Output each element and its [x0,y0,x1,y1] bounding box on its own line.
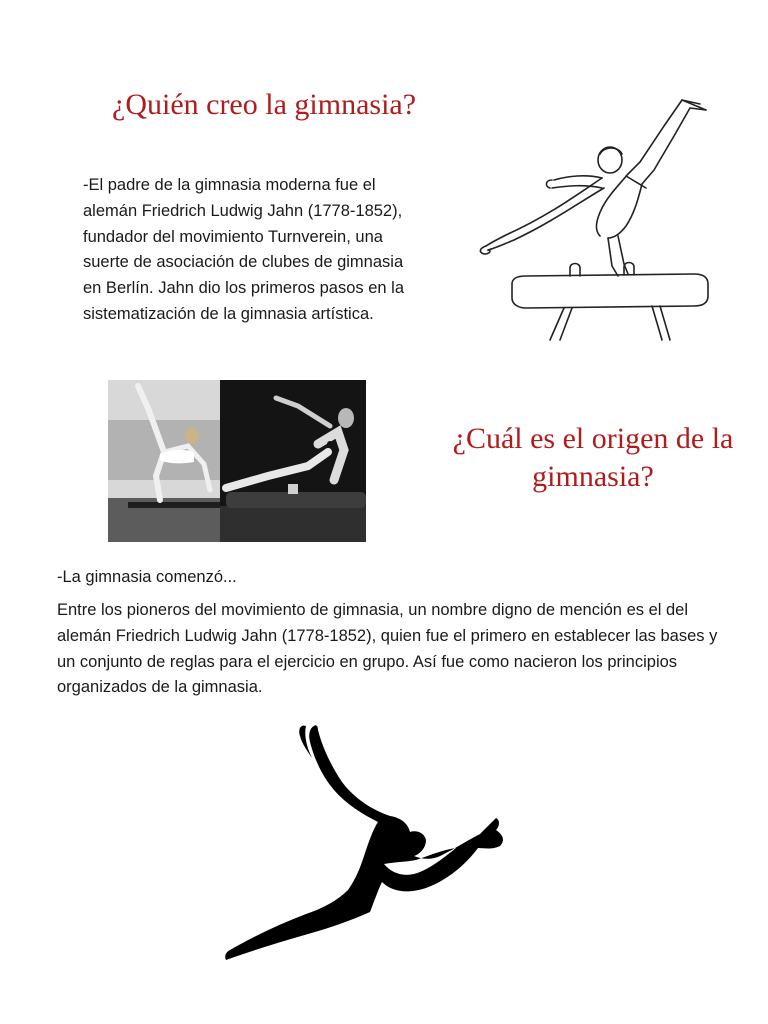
paragraph-jahn-founder: -El padre de la gimnasia moderna fue el alemán Friedrich Ludwig Jahn (1778-1852), fundador del movimiento Turnverein, una suerte de asociación de clubes de gimnasia en Berlín. Jahn dio los primeros pasos en la sistematización de la gimnasia artística. [83,176,405,323]
gymnast-silhouette-image [220,724,520,964]
heading-who-created: ¿Quién creo la gimnasia? [112,88,417,121]
paragraph-intro: -La gimnasia comenzó... [57,568,237,586]
heading-origin: ¿Cuál es el origen de la gimnasia? [452,422,734,493]
pommel-horse-drawing-image [468,96,720,342]
gymnasts-photo-image [108,380,366,542]
paragraph-origin-body: Entre los pioneros del movimiento de gimnasia, un nombre digno de mención es el del alemán Friedrich Ludwig Jahn (1778-1852), quien fue el primero en establecer las bases y un conjunto de reglas para el ejercicio en grupo. Así fue como nacieron los principios organizados de la gimnasia. [57,601,718,697]
